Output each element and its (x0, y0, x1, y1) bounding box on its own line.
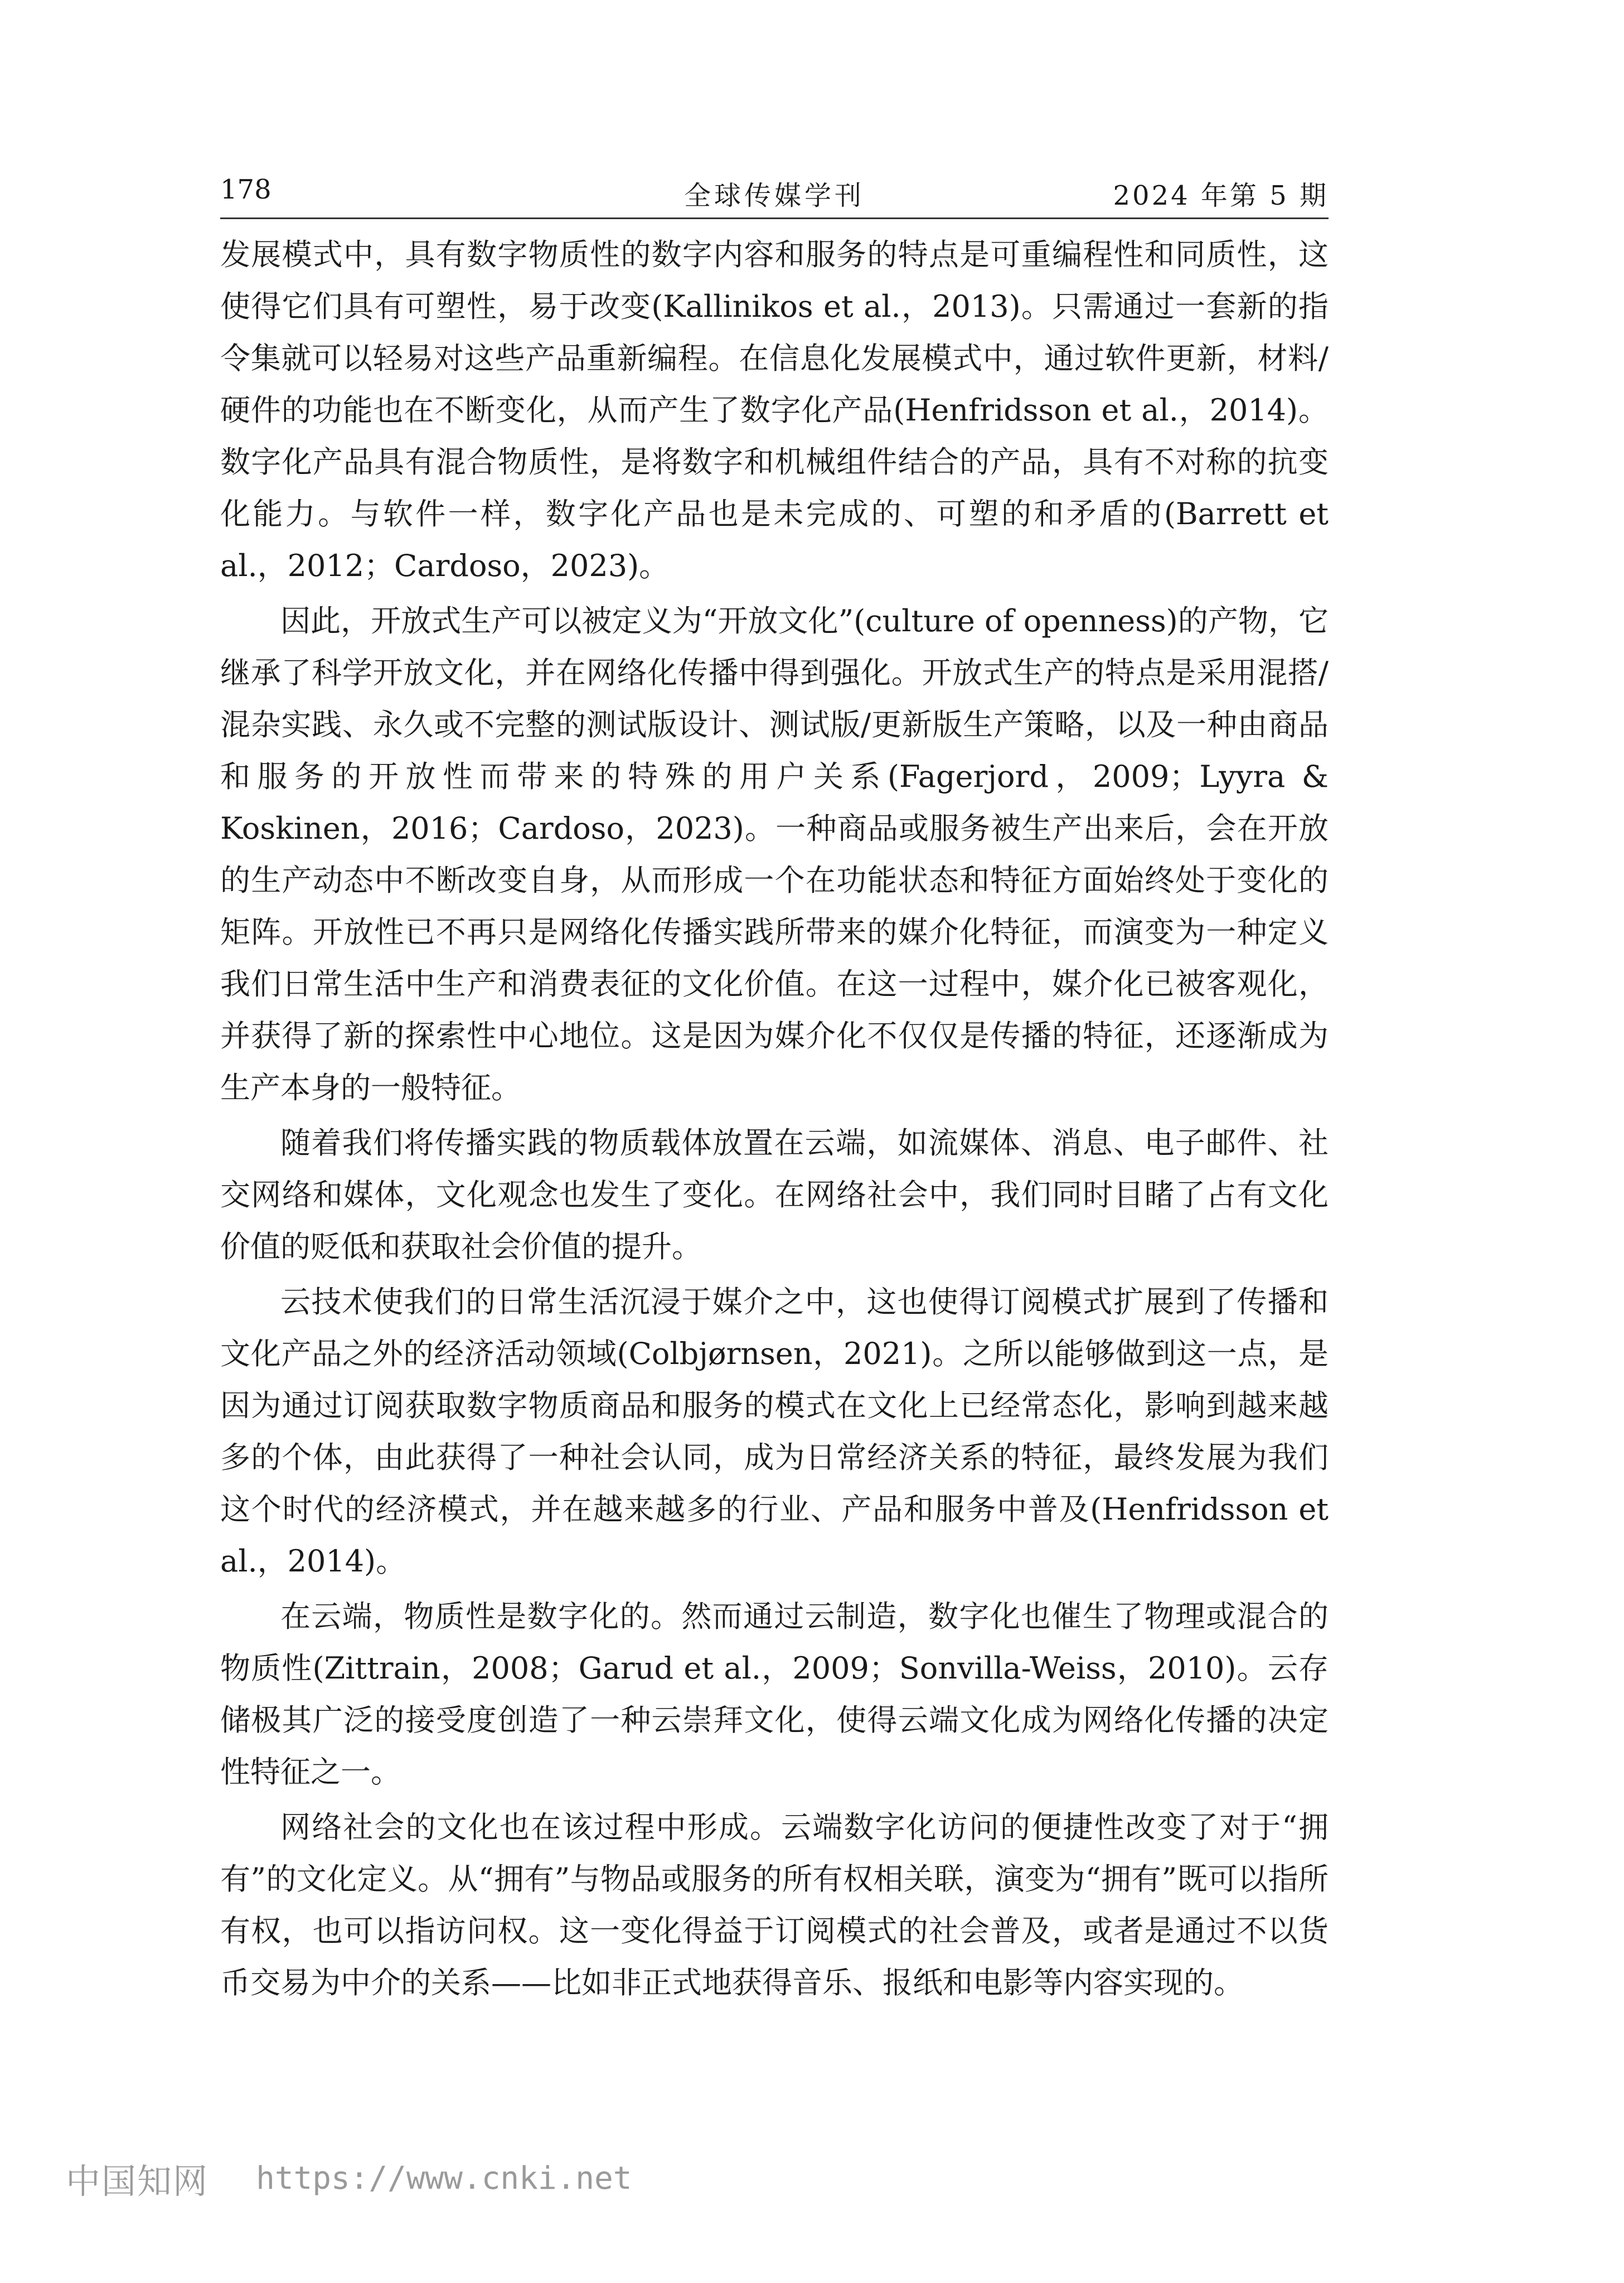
cnki-watermark (66, 2154, 632, 2204)
issue-label: 2024 年第 5 期 (1113, 180, 1329, 211)
cnki-url: https://www.cnki.net (256, 2160, 632, 2197)
page-number: 178 (220, 174, 272, 205)
journal-title: 全球传媒学刊 (683, 180, 865, 211)
article-body (220, 229, 1329, 2012)
header-rule (220, 217, 1329, 219)
paragraph-2: 因此，开放式生产可以被定义为“开放文化”(culture of openness)的产物，它继承了科学开放文化，并在网络化传播中得到强化。开放式生产的特点是采用混搭/混杂实践、永久或不完整的测试版设计、测试版/更新版生产策略，以及一种由商品和服务的开放性而带来的特殊的用户关系(Fagerjord，2009；Lyyra & Koskinen，2016；Cardoso，2023)。一种商品或服务被生产出来后，会在开放的生产动态中不断改变自身，从而形成一个在功能状态和特征方面始终处于变化的矩阵。开放性已不再只是网络化传播实践所带来的媒介化特征，而演变为一种定义我们日常生活中生产和消费表征的文化价值。在这一过程中，媒介化已被客观化，并获得了新的探索性中心地位。这是因为媒介化不仅仅是传播的特征，还逐渐成为生产本身的一般特征。 (220, 603, 1329, 1105)
running-header (220, 167, 1329, 212)
paragraph-5: 在云端，物质性是数字化的。然而通过云制造，数字化也催生了物理或混合的物质性(Zittrain，2008；Garud et al.，2009；Sonvilla-Weiss，2010)。云存储极其广泛的接受度创造了一种云崇拜文化，使得云端文化成为网络化传播的决定性特征之一。 (220, 1599, 1329, 1789)
paragraph-4: 云技术使我们的日常生活沉浸于媒介之中，这也使得订阅模式扩展到了传播和文化产品之外的经济活动领域(Colbjørnsen，2021)。之所以能够做到这一点，是因为通过订阅获取数字物质商品和服务的模式在文化上已经常态化，影响到越来越多的个体，由此获得了一种社会认同，成为日常经济关系的特征，最终发展为我们这个时代的经济模式，并在越来越多的行业、产品和服务中普及(Henfridsson et al.，2014)。 (220, 1284, 1329, 1579)
paragraph-6: 网络社会的文化也在该过程中形成。云端数字化访问的便捷性改变了对于“拥有”的文化定义。从“拥有”与物品或服务的所有权相关联，演变为“拥有”既可以指所有权，也可以指访问权。这一变化得益于订阅模式的社会普及，或者是通过不以货币交易为中介的关系——比如非正式地获得音乐、报纸和电影等内容实现的。 (220, 1810, 1329, 2000)
cnki-logo: 中国知网 (66, 2161, 209, 2202)
paragraph-3: 随着我们将传播实践的物质载体放置在云端，如流媒体、消息、电子邮件、社交网络和媒体，文化观念也发生了变化。在网络社会中，我们同时目睹了占有文化价值的贬低和获取社会价值的提升。 (220, 1125, 1329, 1264)
paragraph-1: 发展模式中，具有数字物质性的数字内容和服务的特点是可重编程性和同质性，这使得它们具有可塑性，易于改变(Kallinikos et al.，2013)。只需通过一套新的指令集就可以轻易对这些产品重新编程。在信息化发展模式中，通过软件更新，材料/硬件的功能也在不断变化，从而产生了数字化产品(Henfridsson et al.，2014)。数字化产品具有混合物质性，是将数字和机械组件结合的产品，具有不对称的抗变化能力。与软件一样，数字化产品也是未完成的、可塑的和矛盾的(Barrett et al.，2012；Cardoso，2023)。 (220, 237, 1329, 583)
